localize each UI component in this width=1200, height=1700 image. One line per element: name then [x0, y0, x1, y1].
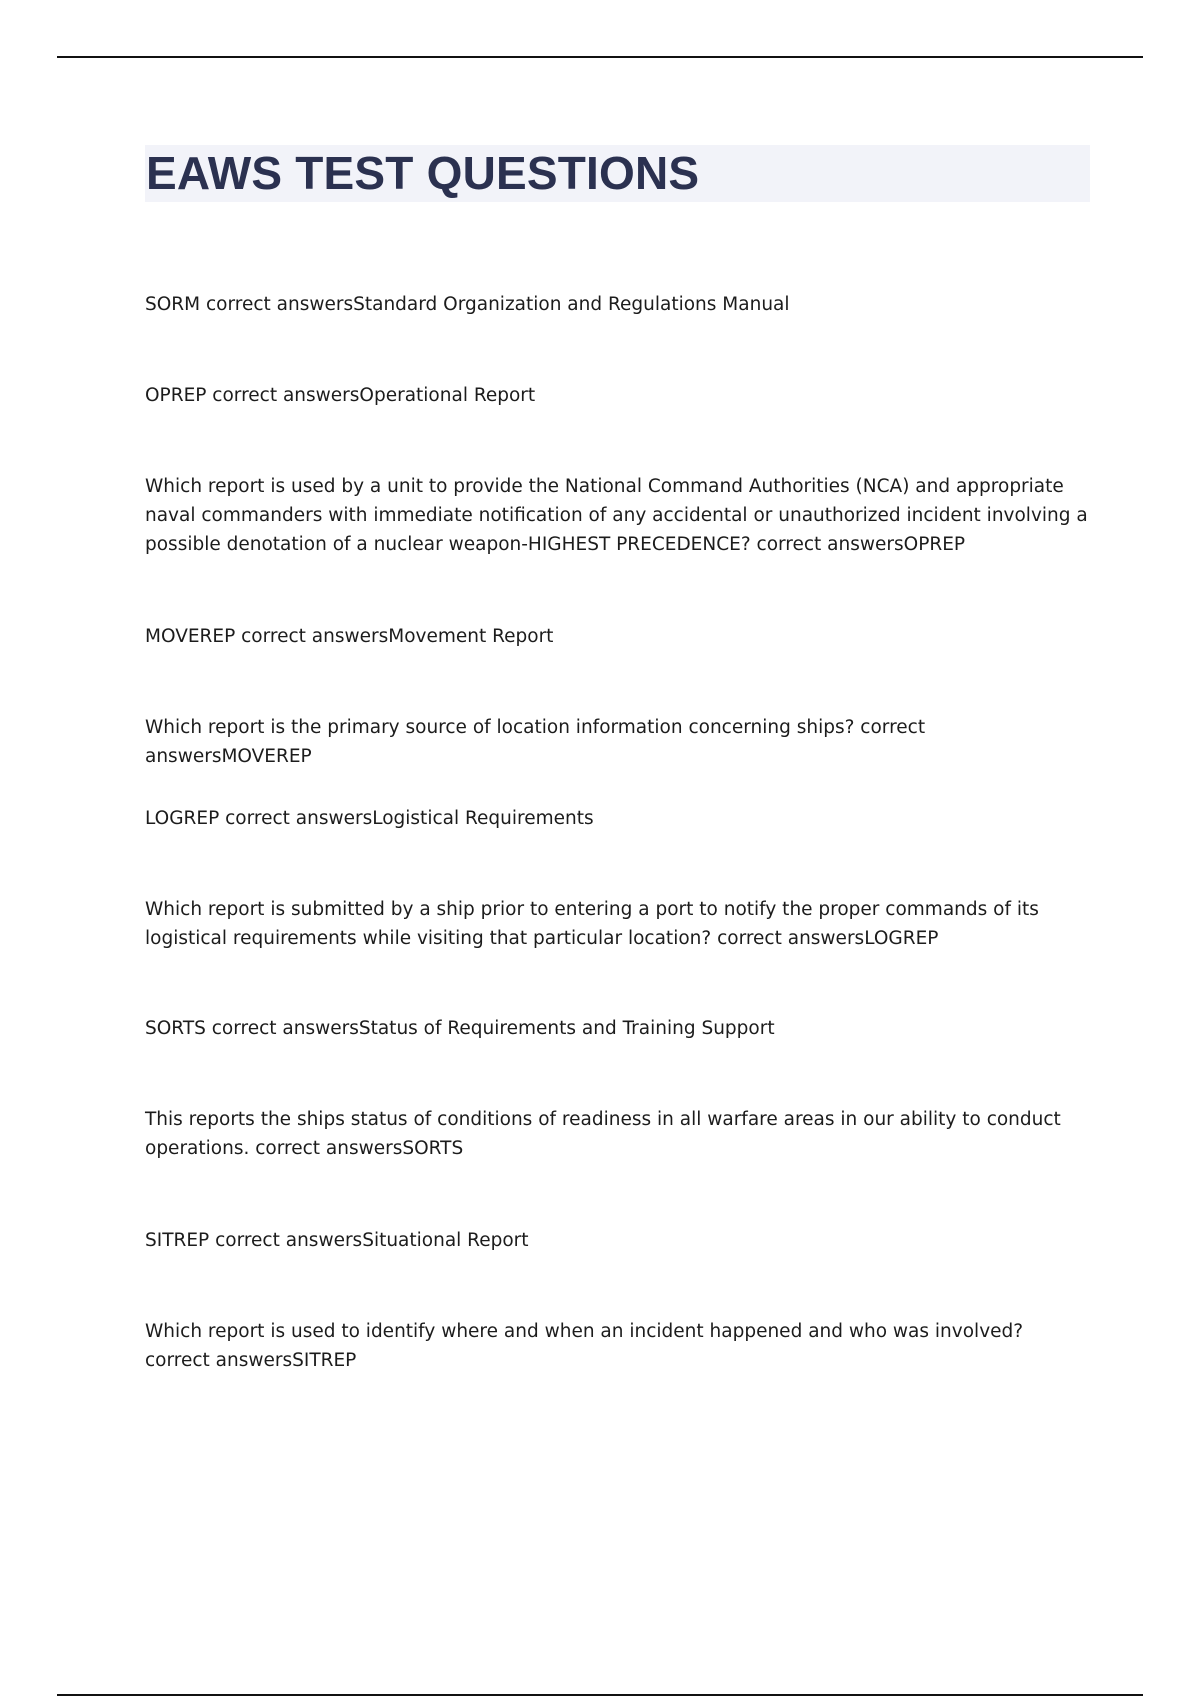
qa-entry-logrep-question: Which report is submitted by a ship prior to entering a port to notify the proper commands of its logistical requirements while visiting that particular location? correct answersLOGREP — [145, 899, 1039, 949]
qa-entry-sitrep: SITREP correct answersSituational Report — [145, 1230, 529, 1251]
qa-entry-oprep-question: Which report is used by a unit to provide the National Command Authorities (NCA) and appropriate naval commanders with immediate notification of any accidental or unauthorized incident involving a possible denotation of a nuclear weapon-HIGHEST PRECEDENCE? correct answersOPREP — [145, 476, 1088, 555]
qa-entry-moverep: MOVEREP correct answersMovement Report — [145, 626, 554, 647]
bottom-divider — [57, 1694, 1143, 1696]
qa-entry-sorts-question: This reports the ships status of conditions of readiness in all warfare areas in our ability to conduct operations. correct answersSORTS — [145, 1109, 1061, 1159]
qa-entry-sorm: SORM correct answersStandard Organization and Regulations Manual — [145, 294, 790, 315]
top-divider — [57, 56, 1143, 58]
qa-entry-moverep-question: Which report is the primary source of location information concerning ships? correct answersMOVEREP — [145, 717, 926, 767]
qa-entry-oprep: OPREP correct answersOperational Report — [145, 385, 536, 406]
qa-entry-logrep: LOGREP correct answersLogistical Requirements — [145, 808, 594, 829]
page-title: EAWS TEST QUESTIONS — [146, 147, 700, 199]
qa-entry-sorts: SORTS correct answersStatus of Requirements and Training Support — [145, 1018, 775, 1039]
qa-entry-sitrep-question: Which report is used to identify where and when an incident happened and who was involved? correct answersSITREP — [145, 1321, 1024, 1371]
